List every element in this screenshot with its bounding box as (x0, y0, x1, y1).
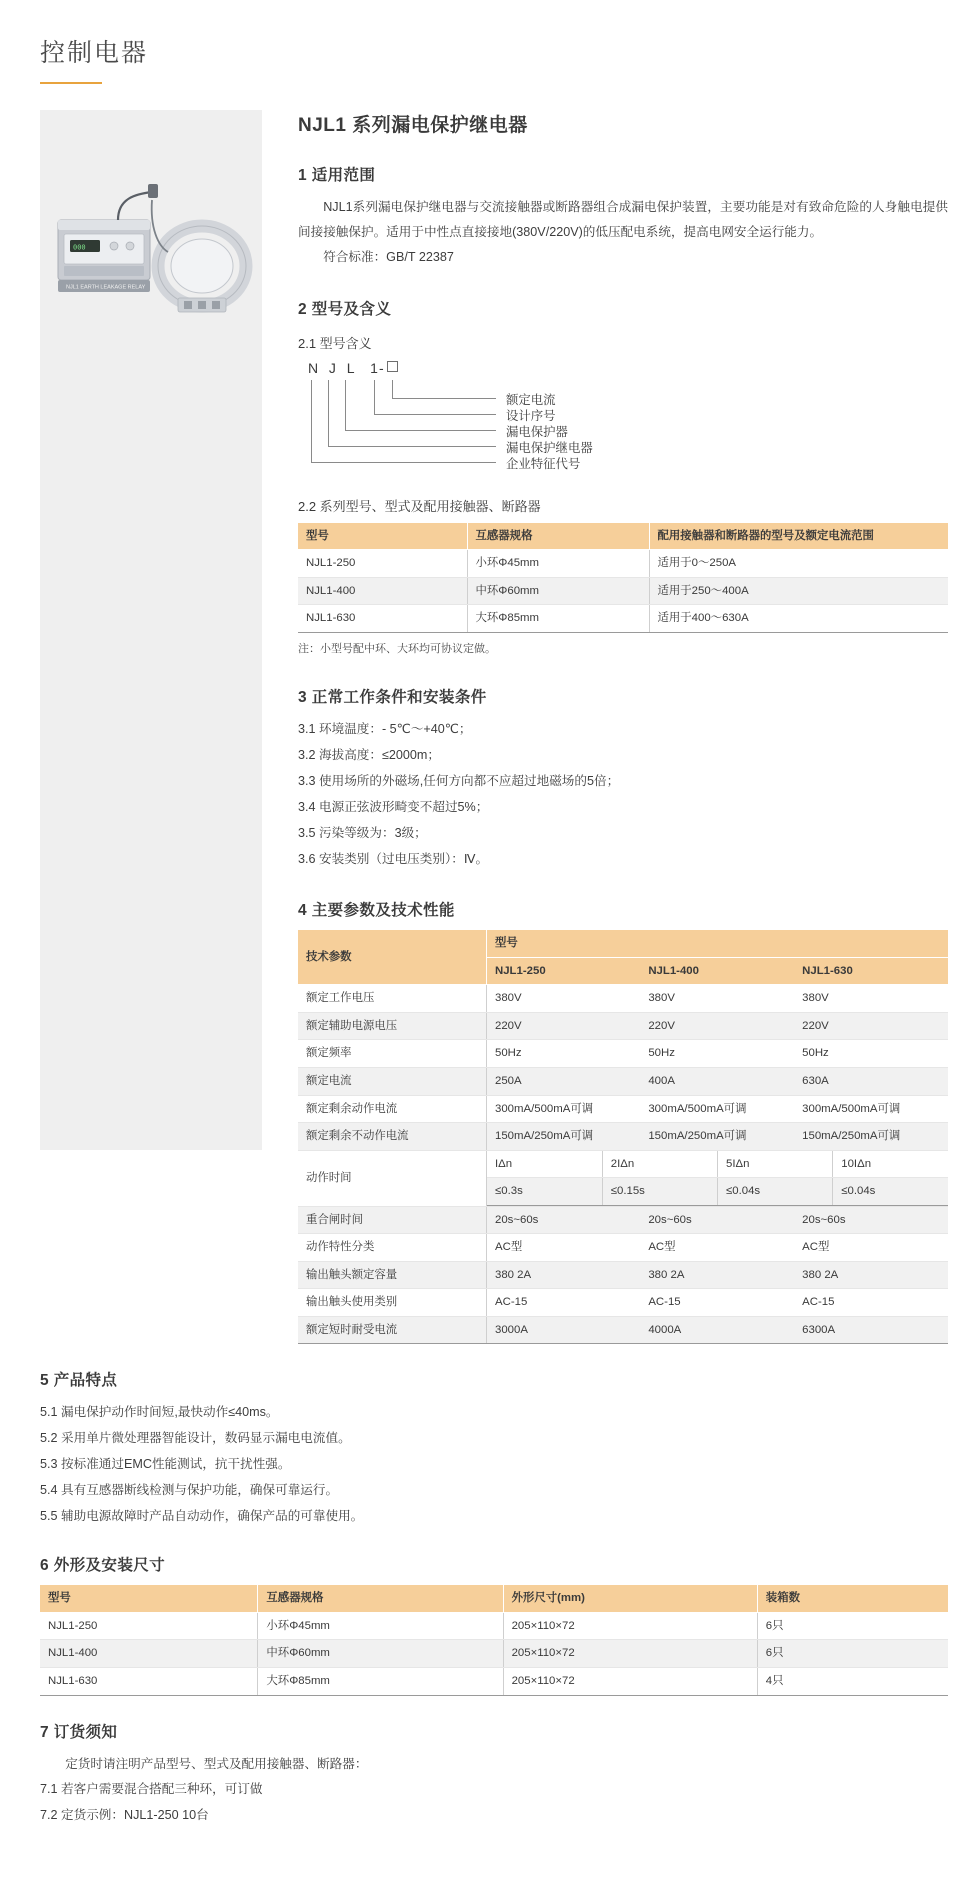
param-name: 额定剩余不动作电流 (298, 1123, 487, 1151)
param-value-630: 300mA/500mA可调 (794, 1095, 948, 1123)
param-value-630: 50Hz (794, 1040, 948, 1068)
model-letter-n: N (308, 359, 320, 376)
col-model-250: NJL1-250 (487, 957, 641, 985)
param-value-250: 380 2A (487, 1261, 641, 1289)
leader-line-horizontal-2 (374, 414, 496, 415)
model-label-leakage-relay: 漏电保护继电器 (506, 440, 593, 455)
table-row (298, 1289, 948, 1317)
col-ct-spec: 互感器规格 (467, 523, 649, 550)
param-value-400: 150mA/250mA可调 (640, 1123, 794, 1151)
section-3-item-6: 3.6 安装类别（过电压类别）：Ⅳ。 (298, 851, 489, 866)
col-ct-spec: 互感器规格 (258, 1585, 503, 1612)
param-value-630: 150mA/250mA可调 (794, 1123, 948, 1151)
technical-parameters-table (298, 930, 948, 1344)
col-param-name: 技术参数 (298, 930, 487, 985)
table-row (298, 1012, 948, 1040)
svg-text:NJL1 EARTH LEAKAGE RELAY: NJL1 EARTH LEAKAGE RELAY (66, 284, 146, 291)
section-4-heading: 4 主要参数及技术性能 (298, 902, 455, 920)
cell-packing-qty: 6只 (757, 1612, 948, 1640)
leader-line-vertical-l (345, 380, 346, 430)
model-code-diagram (302, 360, 948, 482)
table-row (298, 985, 948, 1013)
action-time-value-1: ≤0.3s (487, 1178, 602, 1206)
model-label-enterprise-code: 企业特征代号 (506, 456, 581, 471)
table-row (298, 577, 948, 605)
section-5-item-1: 5.1 漏电保护动作时间短,最快动作≤40ms。 (40, 1405, 279, 1420)
dimensions-table (40, 1585, 948, 1695)
param-value-630: 6300A (794, 1316, 948, 1344)
product-photo-illustration (40, 148, 262, 378)
col-model: 型号 (40, 1585, 258, 1612)
cell-model: NJL1-630 (298, 605, 467, 633)
table-row-action-time (298, 1150, 948, 1206)
section-3-item-5: 3.5 污染等级为：3级； (298, 825, 427, 840)
model-letter-j: J (328, 359, 337, 376)
table-row (298, 1040, 948, 1068)
table-row (40, 1667, 948, 1695)
section-3-item-3: 3.3 使用场所的外磁场,任何方向都不应超过地磁场的5倍； (298, 774, 620, 789)
table-row (298, 1123, 948, 1151)
cell-ct-spec: 小环Φ45mm (467, 550, 649, 578)
param-value-250: AC-15 (487, 1289, 641, 1317)
table-row (298, 1316, 948, 1344)
param-value-250: AC型 (487, 1234, 641, 1262)
table-row (298, 550, 948, 578)
col-contactor-range: 配用接触器和断路器的型号及额定电流范围 (649, 523, 948, 550)
leader-line-horizontal-1 (392, 398, 496, 399)
section-2-1-heading: 2.1 型号含义 (298, 335, 372, 351)
model-label-rated-current: 额定电流 (506, 392, 556, 407)
table-row (298, 1068, 948, 1096)
param-value-630: AC型 (794, 1234, 948, 1262)
technical-parameters-table-body (298, 985, 948, 1344)
series-model-table-body (298, 550, 948, 633)
action-time-value-2: ≤0.15s (602, 1178, 717, 1206)
table-header-row-top (298, 930, 948, 957)
cell-model: NJL1-250 (40, 1612, 258, 1640)
cell-model: NJL1-400 (298, 577, 467, 605)
cell-model: NJL1-250 (298, 550, 467, 578)
param-name: 重合闸时间 (298, 1206, 487, 1234)
param-name: 额定辅助电源电压 (298, 1012, 487, 1040)
section-3-item-2: 3.2 海拔高度：≤2000m； (298, 748, 440, 763)
section-5-item-2: 5.2 采用单片微处理器智能设计，数码显示漏电电流值。 (40, 1431, 351, 1446)
action-time-value-3: ≤0.04s (718, 1178, 833, 1206)
cell-range: 适用于0～250A (649, 550, 948, 578)
param-value-250: 300mA/500mA可调 (487, 1095, 641, 1123)
action-time-values-row (487, 1178, 948, 1206)
param-value-400: 400A (640, 1068, 794, 1096)
cell-dimensions: 205×110×72 (503, 1667, 757, 1695)
action-time-multiple-2: 2IΔn (602, 1151, 717, 1178)
cell-range: 适用于400～630A (649, 605, 948, 633)
series-table-note: 注：小型号配中环、大环均可协议定做。 (298, 642, 496, 655)
model-label-design-serial: 设计序号 (506, 408, 556, 423)
cell-dimensions: 205×110×72 (503, 1612, 757, 1640)
page-header (0, 0, 970, 84)
series-model-table (298, 523, 948, 633)
section-3-item-1: 3.1 环境温度：- 5℃～+40℃； (298, 722, 472, 737)
action-time-subtable (487, 1151, 948, 1206)
col-dimensions: 外形尺寸(mm) (503, 1585, 757, 1612)
product-photo (40, 148, 262, 378)
table-row (298, 605, 948, 633)
action-time-multiples-row (487, 1151, 948, 1178)
lower-block (0, 1368, 970, 1869)
leader-line-vertical-series (374, 380, 375, 414)
model-label-leakage-protector: 漏电保护器 (506, 424, 568, 439)
section-7-intro: 定货时请注明产品型号、型式及配用接触器、断路器： (65, 1756, 368, 1771)
param-value-400: 220V (640, 1012, 794, 1040)
col-model-630: NJL1-630 (794, 957, 948, 985)
param-value-630: 380V (794, 985, 948, 1013)
leader-line-horizontal-3 (345, 430, 496, 431)
section-5-item-5: 5.5 辅助电源故障时产品自动动作，确保产品的可靠使用。 (40, 1508, 364, 1523)
col-model: 型号 (298, 523, 467, 550)
upper-block (0, 84, 970, 1344)
param-value-630: AC-15 (794, 1289, 948, 1317)
cell-dimensions: 205×110×72 (503, 1640, 757, 1668)
model-letter-series: 1- (370, 359, 385, 376)
col-packing-qty: 装箱数 (757, 1585, 948, 1612)
table-row (298, 1261, 948, 1289)
section-7-item-2: 7.2 定货示例：NJL1-250 10台 (40, 1808, 209, 1823)
param-value-250: 380V (487, 985, 641, 1013)
param-value-400: AC型 (640, 1234, 794, 1262)
model-code-letters (308, 360, 398, 376)
cell-ct-spec: 大环Φ85mm (258, 1667, 503, 1695)
param-name: 输出触头额定容量 (298, 1261, 487, 1289)
param-name-action-time: 动作时间 (298, 1150, 487, 1206)
param-name: 额定电流 (298, 1068, 487, 1096)
section-5-item-4: 5.4 具有互感器断线检测与保护功能，确保可靠运行。 (40, 1482, 339, 1497)
cell-packing-qty: 6只 (757, 1640, 948, 1668)
cell-model: NJL1-630 (40, 1667, 258, 1695)
param-value-400: 300mA/500mA可调 (640, 1095, 794, 1123)
param-value-250: 3000A (487, 1316, 641, 1344)
cell-ct-spec: 中环Φ60mm (258, 1640, 503, 1668)
leader-line-vertical-j (328, 380, 329, 446)
action-time-value-4: ≤0.04s (833, 1178, 948, 1206)
cell-model: NJL1-400 (40, 1640, 258, 1668)
param-value-250: 50Hz (487, 1040, 641, 1068)
product-image-panel (40, 110, 262, 1150)
section-3-item-4: 3.4 电源正弦波形畸变不超过5%； (298, 799, 489, 814)
dimensions-table-body (40, 1612, 948, 1695)
table-header-row (298, 523, 948, 550)
content-column (262, 110, 948, 1344)
section-3-heading: 3 正常工作条件和安装条件 (298, 689, 487, 707)
param-value-630: 630A (794, 1068, 948, 1096)
param-value-250: 20s~60s (487, 1206, 641, 1234)
param-name: 动作特性分类 (298, 1234, 487, 1262)
param-value-630: 20s~60s (794, 1206, 948, 1234)
section-1-standard: 符合标准：GB/T 22387 (323, 250, 454, 265)
cell-range: 适用于250～400A (649, 577, 948, 605)
param-value-630: 380 2A (794, 1261, 948, 1289)
param-value-400: 4000A (640, 1316, 794, 1344)
leader-line-vertical-n (311, 380, 312, 462)
col-model-group: 型号 (487, 930, 949, 957)
param-name: 额定频率 (298, 1040, 487, 1068)
col-model-400: NJL1-400 (640, 957, 794, 985)
param-value-250: 250A (487, 1068, 641, 1096)
table-row (298, 1206, 948, 1234)
page-title: 控制电器 (40, 39, 149, 67)
leader-line-horizontal-5 (311, 462, 496, 463)
section-5-item-3: 5.3 按标准通过EMC性能测试，抗干扰性强。 (40, 1456, 291, 1471)
section-7-item-1: 7.1 若客户需要混合搭配三种环，可订做 (40, 1782, 263, 1797)
section-1-heading: 1 适用范围 (298, 167, 376, 184)
param-name: 额定剩余动作电流 (298, 1095, 487, 1123)
section-2-heading: 2 型号及含义 (298, 300, 392, 318)
action-time-multiple-4: 10IΔn (833, 1151, 948, 1178)
param-value-400: 50Hz (640, 1040, 794, 1068)
cell-ct-spec: 中环Φ60mm (467, 577, 649, 605)
param-name: 额定工作电压 (298, 985, 487, 1013)
cell-ct-spec: 大环Φ85mm (467, 605, 649, 633)
model-letter-l: L (346, 359, 356, 376)
action-time-multiple-1: IΔn (487, 1151, 602, 1178)
table-row (40, 1640, 948, 1668)
svg-text:000: 000 (73, 243, 86, 252)
leader-line-horizontal-4 (328, 446, 496, 447)
param-value-400: 380 2A (640, 1261, 794, 1289)
table-row (298, 1095, 948, 1123)
table-row (40, 1612, 948, 1640)
section-1-paragraph: NJL1系列漏电保护继电器与交流接触器或断路器组合成漏电保护装置，主要功能是对有致命危险的人身触电提供间接接触保护。适用于中性点直接接地(380V/220V)的低压配电系统，提高电网安全运行能力。 (298, 200, 948, 240)
param-name: 输出触头使用类别 (298, 1289, 487, 1317)
cell-packing-qty: 4只 (757, 1667, 948, 1695)
param-value-250: 150mA/250mA可调 (487, 1123, 641, 1151)
param-value-630: 220V (794, 1012, 948, 1040)
param-value-400: 20s~60s (640, 1206, 794, 1234)
section-7-heading: 7 订货须知 (40, 1723, 118, 1741)
table-row (298, 1234, 948, 1262)
model-code-placeholder-box (387, 361, 398, 372)
param-value-400: 380V (640, 985, 794, 1013)
section-2-2-heading: 2.2 系列型号、型式及配用接触器、断路器 (298, 498, 541, 514)
section-5-heading: 5 产品特点 (40, 1372, 118, 1390)
product-title: NJL1 系列漏电保护继电器 (298, 115, 528, 136)
action-time-subtable-cell (487, 1150, 949, 1206)
param-name: 额定短时耐受电流 (298, 1316, 487, 1344)
leader-line-vertical-box (392, 380, 393, 398)
param-value-400: AC-15 (640, 1289, 794, 1317)
param-value-250: 220V (487, 1012, 641, 1040)
cell-ct-spec: 小环Φ45mm (258, 1612, 503, 1640)
section-6-heading: 6 外形及安装尺寸 (40, 1557, 166, 1575)
table-header-row (40, 1585, 948, 1612)
action-time-multiple-3: 5IΔn (718, 1151, 833, 1178)
